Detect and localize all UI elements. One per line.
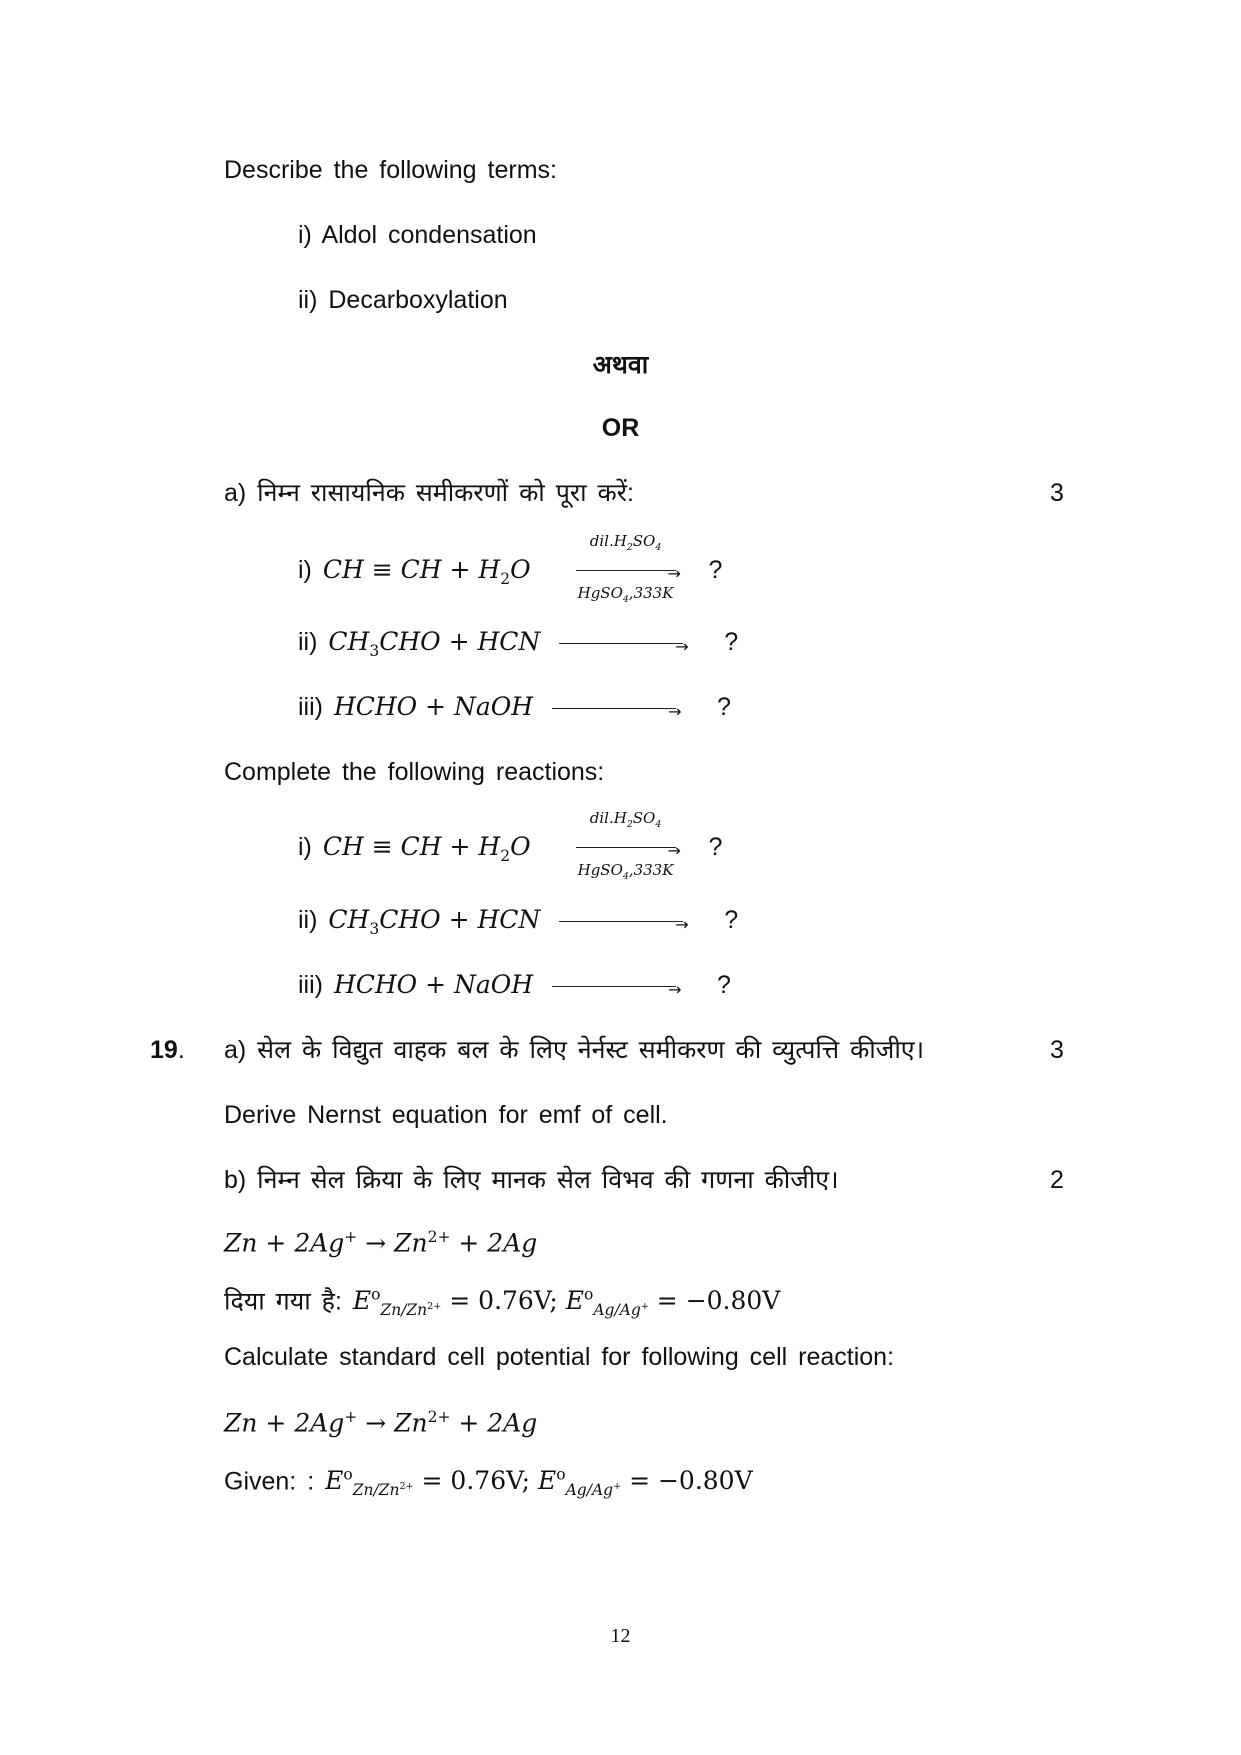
given-values: $E^o_{Zn/Zn^{2+}} = 0.76V$; $E^o_{Ag/Ag^+} = -0.80V$	[325, 1466, 753, 1500]
reaction-product: ?	[708, 833, 723, 861]
reaction-product: ?	[717, 693, 731, 721]
q19-part-b-english: Calculate standard cell potential for following cell reaction:	[224, 1343, 895, 1371]
q19-part-a-hindi: a) सेल के विद्युत वाहक बल के लिए नेर्नस्ट समीकरण की व्युत्पत्ति कीजीए।	[224, 1036, 925, 1064]
given-hindi	[224, 1280, 780, 1325]
reaction-number: ii)	[298, 906, 318, 934]
reaction-number: iii)	[298, 971, 323, 999]
reaction-product: ?	[717, 971, 731, 999]
reaction-product: ?	[724, 906, 739, 934]
or-hindi: अथवा	[592, 351, 649, 379]
q19-part-a-english: Derive Nernst equation for emf of cell.	[224, 1101, 668, 1129]
reaction-condition: $dil.H_2SO_4$	[589, 532, 662, 554]
q19-part-b-hindi: b) निम्न सेल क्रिया के लिए मानक सेल विभव की गणना कीजीए।	[224, 1166, 839, 1194]
reaction-arrow: $dil.H_2SO_4$ → HgSO$_4$,333K	[570, 833, 682, 863]
reaction-2	[298, 627, 738, 666]
reaction-arrow: →	[559, 906, 689, 936]
term-decarboxylation: ii) Decarboxylation	[298, 286, 508, 314]
reaction-arrow: →	[559, 628, 689, 658]
reaction-1-english	[298, 809, 723, 883]
marks: 3	[1050, 1036, 1064, 1064]
reaction-number: i)	[298, 833, 312, 861]
reaction-number: i)	[298, 556, 312, 584]
reaction-catalyst: HgSO$_4$,333K	[577, 861, 674, 883]
complete-heading: Complete the following reactions:	[224, 758, 605, 786]
reaction-arrow: $dil.H_2SO_4$ → HgSO$_4$,333K	[570, 556, 682, 586]
reaction-3-english	[298, 970, 731, 1001]
reaction-arrow: →	[552, 693, 682, 723]
reaction-2-english	[298, 905, 738, 944]
reaction-product: ?	[724, 628, 739, 656]
describe-heading: Describe the following terms:	[224, 156, 557, 184]
term-aldol: i) Aldol condensation	[298, 221, 537, 249]
reaction-lhs: HCHO + NaOH	[333, 970, 534, 999]
reaction-lhs: $CH_3CHO$ + HCN	[328, 905, 541, 938]
part-a-hindi: a) निम्न रासायनिक समीकरणों को पूरा करें:	[224, 479, 634, 507]
reaction-lhs: HCHO + NaOH	[333, 692, 534, 721]
reaction-1	[298, 532, 723, 606]
marks: 3	[1050, 479, 1064, 507]
given-label: Given: :	[224, 1467, 315, 1496]
given-english	[224, 1460, 753, 1505]
reaction-number: ii)	[298, 628, 318, 656]
reaction-product: ?	[708, 556, 723, 584]
given-label: दिया गया है:	[224, 1287, 342, 1316]
marks: 2	[1050, 1166, 1064, 1194]
reaction-number: iii)	[298, 693, 323, 721]
or-english: OR	[601, 414, 640, 442]
question-number: 19.	[150, 1036, 185, 1064]
cell-reaction: $Zn + 2Ag^+ \to Zn^{2+} + 2Ag$	[224, 1228, 538, 1258]
reaction-3	[298, 692, 731, 723]
reaction-arrow: →	[552, 971, 682, 1001]
page-number: 12	[610, 1625, 631, 1647]
given-values: $E^o_{Zn/Zn^{2+}} = 0.76V$; $E^o_{Ag/Ag^+} = -0.80V$	[352, 1286, 781, 1320]
reaction-condition: $dil.H_2SO_4$	[589, 809, 662, 831]
reaction-catalyst: HgSO$_4$,333K	[577, 584, 674, 606]
reaction-lhs: CH ≡ CH + $H_2O$	[322, 555, 531, 588]
cell-reaction-english: $Zn + 2Ag^+ \to Zn^{2+} + 2Ag$	[224, 1408, 538, 1438]
reaction-lhs: $CH_3CHO$ + HCN	[328, 627, 541, 660]
reaction-lhs: CH ≡ CH + $H_2O$	[322, 832, 531, 865]
